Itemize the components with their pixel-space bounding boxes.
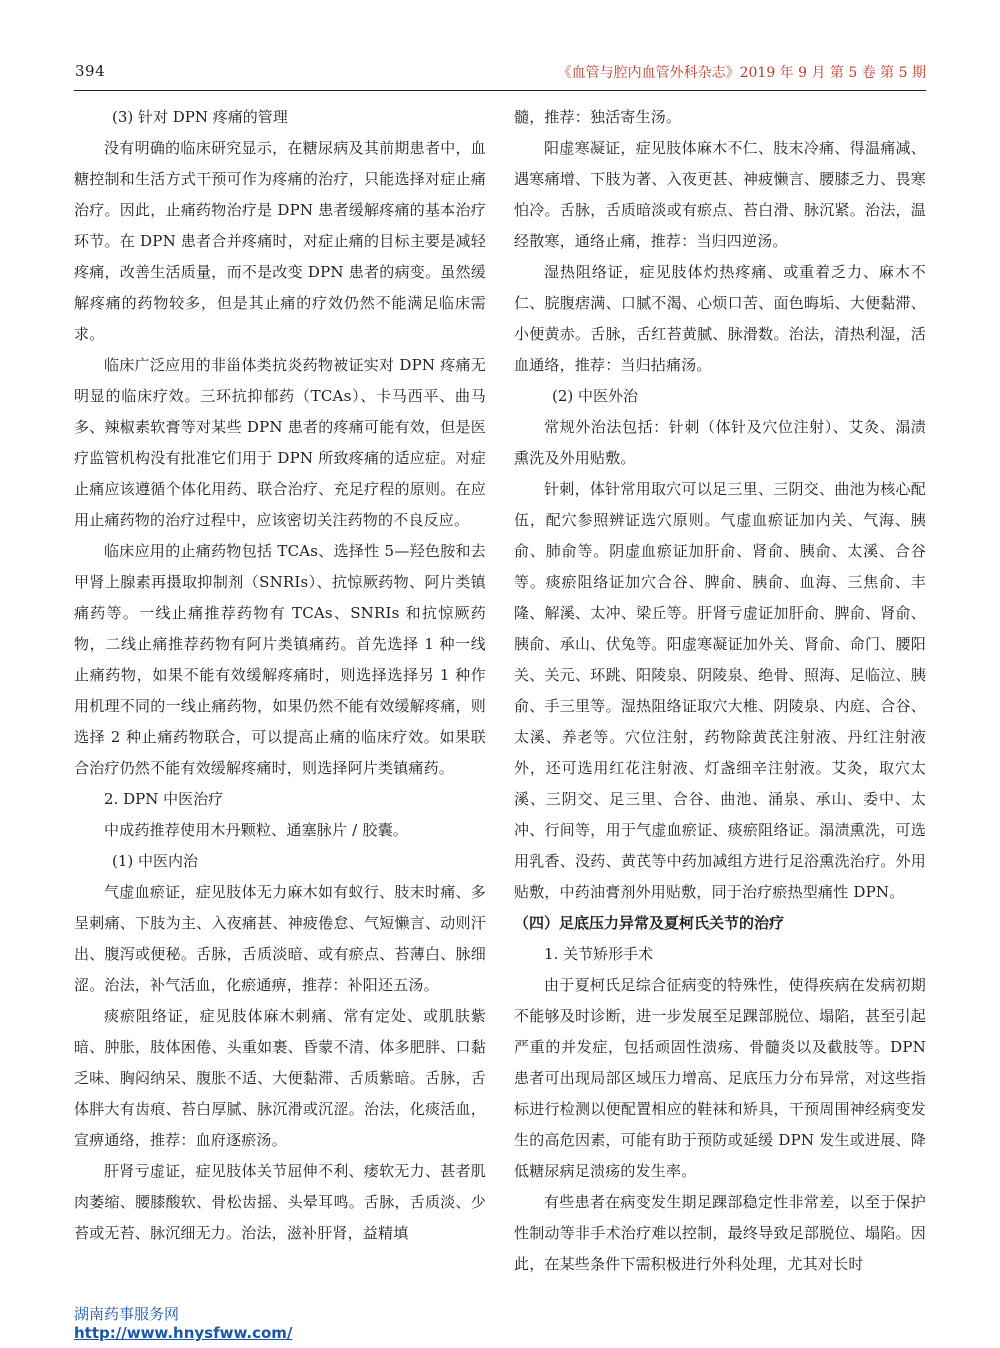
paragraph: 痰瘀阻络证，症见肢体麻木刺痛、常有定处、或肌肤紫暗、肿胀，肢体困倦、头重如裹、昏蒙不清、体多肥胖、口黏乏味、胸闷纳呆、腹胀不适、大便黏滞、舌质紫暗。舌脉，舌体胖大有齿痕、苔白厚腻、脉沉滑或沉涩。治法，化痰活血，宣痹通络，推荐：血府逐瘀汤。 xyxy=(74,1007,486,1149)
paragraph: 常规外治法包括：针刺（体针及穴位注射）、艾灸、溻渍熏洗及外用贴敷。 xyxy=(514,418,926,467)
header-divider xyxy=(74,90,926,91)
paragraph: 阳虚寒凝证，症见肢体麻木不仁、肢末冷痛、得温痛减、遇寒痛增、下肢为著、入夜更甚、神疲懒言、腰膝乏力、畏寒怕冷。舌脉，舌质暗淡或有瘀点、苔白滑、脉沉紧。治法，温经散寒，通络止痛，推荐：当归四逆汤。 xyxy=(514,139,926,250)
paragraph: 没有明确的临床研究显示，在糖尿病及其前期患者中，血糖控制和生活方式干预可作为疼痛的治疗，只能选择对症止痛治疗。因此，止痛药物治疗是 DPN 患者缓解疼痛的基本治疗环节。在 DPN 患者合并疼痛时，对症止痛的目标主要是减轻疼痛，改善生活质量，而不是改变 DPN 患者的病变。虽然缓解疼痛的药物较多，但是其止痛的疗效仍然不能满足临床需求。 xyxy=(74,139,486,343)
footer xyxy=(74,1306,292,1343)
paragraph: 中成药推荐使用木丹颗粒、通塞脉片 / 胶囊。 xyxy=(104,821,408,839)
subsection-heading: (2) 中医外治 xyxy=(552,387,639,405)
paragraph-continuation: 髓，推荐：独活寄生汤。 xyxy=(514,108,682,126)
paragraph: 有些患者在病变发生期足踝部稳定性非常差，以至于保护性制动等非手术治疗难以控制，最终导致足部脱位、塌陷。因此，在某些条件下需积极进行外科处理，尤其对长时 xyxy=(514,1193,926,1273)
subsection-heading: (1) 中医内治 xyxy=(112,852,199,870)
section-heading: 2. DPN 中医治疗 xyxy=(104,790,224,808)
footer-site-name: 湖南药事服务网 xyxy=(74,1305,180,1323)
paragraph: 肝肾亏虚证，症见肢体关节屈伸不利、痿软无力、甚者肌肉萎缩、腰膝酸软、骨松齿摇、头晕耳鸣。舌脉，舌质淡、少苔或无苔、脉沉细无力。治法，滋补肝肾，益精填 xyxy=(74,1162,486,1242)
footer-url-link[interactable]: http://www.hnysfww.com/ xyxy=(74,1324,293,1342)
journal-title: 《血管与腔内血管外科杂志》2019 年 9 月 第 5 卷 第 5 期 xyxy=(557,65,926,81)
paragraph: 湿热阻络证，症见肢体灼热疼痛、或重着乏力、麻木不仁、脘腹痞满、口腻不渴、心烦口苦、面色晦垢、大便黏滞、小便黄赤。舌脉，舌红苔黄腻、脉滑数。治法，清热利湿，活血通络，推荐：当归拈痛汤。 xyxy=(514,263,926,374)
paragraph: 针刺，体针常用取穴可以足三里、三阴交、曲池为核心配伍，配穴参照辨证选穴原则。气虚血瘀证加内关、气海、胰俞、肺俞等。阴虚血瘀证加肝俞、肾俞、胰俞、太溪、合谷等。痰瘀阻络证加穴合谷、脾俞、胰俞、血海、三焦俞、丰隆、解溪、太冲、梁丘等。肝肾亏虚证加肝俞、脾俞、肾俞、胰俞、承山、伏兔等。阳虚寒凝证加外关、肾俞、命门、腰阳关、关元、环跳、阳陵泉、阴陵泉、绝骨、照海、足临泣、胰俞、手三里等。湿热阻络证取穴大椎、阴陵泉、内庭、合谷、太溪、养老等。穴位注射，药物除黄芪注射液、丹红注射液外，还可选用红花注射液、灯盏细辛注射液。艾灸，取穴太溪、三阴交、足三里、合谷、曲池、涌泉、承山、委中、太冲、行间等，用于气虚血瘀证、痰瘀阻络证。溻渍熏洗，可选用乳香、没药、黄芪等中药加减组方进行足浴熏洗治疗。外用贴敷，中药油膏剂外用贴敷，同于治疗瘀热型痛性 DPN。 xyxy=(514,480,926,901)
left-column xyxy=(74,102,486,1249)
page-number: 394 xyxy=(75,62,106,80)
right-column xyxy=(514,102,926,1280)
paragraph: 临床广泛应用的非甾体类抗炎药物被证实对 DPN 疼痛无明显的临床疗效。三环抗抑郁药（TCAs）、卡马西平、曲马多、辣椒素软膏等对某些 DPN 患者的疼痛可能有效，但是医疗监管机构没有批准它们用于 DPN 所致疼痛的适应症。对症止痛应该遵循个体化用药、联合治疗、充足疗程的原则。在应用止痛药物的治疗过程中，应该密切关注药物的不良反应。 xyxy=(74,356,486,529)
section-heading: 1. 关节矫形手术 xyxy=(544,945,654,963)
paragraph: 气虚血瘀证，症见肢体无力麻木如有蚁行、肢末时痛、多呈刺痛、下肢为主、入夜痛甚、神疲倦怠、气短懒言、动则汗出、腹泻或便秘。舌脉，舌质淡暗、或有瘀点、苔薄白、脉细涩。治法，补气活血，化瘀通痹，推荐：补阳还五汤。 xyxy=(74,883,486,994)
paragraph: 临床应用的止痛药物包括 TCAs、选择性 5—羟色胺和去甲肾上腺素再摄取抑制剂（SNRIs）、抗惊厥药物、阿片类镇痛药等。一线止痛推荐药物有 TCAs、SNRIs 和抗惊厥药物，二线止痛推荐药物有阿片类镇痛药。首先选择 1 种一线止痛药物，如果不能有效缓解疼痛时，则选择选择另 1 种作用机理不同的一线止痛药物，如果仍然不能有效缓解疼痛，则选择 2 种止痛药物联合，可以提高止痛的临床疗效。如果联合治疗仍然不能有效缓解疼痛时，则选择阿片类镇痛药。 xyxy=(74,542,486,777)
subsection-heading: (3) 针对 DPN 疼痛的管理 xyxy=(112,108,288,126)
bold-section-heading: （四）足底压力异常及夏柯氏关节的治疗 xyxy=(514,914,785,932)
paragraph: 由于夏柯氏足综合征病变的特殊性，使得疾病在发病初期不能够及时诊断，进一步发展至足踝部脱位、塌陷，甚至引起严重的并发症，包括顽固性溃疡、骨髓炎以及截肢等。DPN 患者可出现局部区域压力增高、足底压力分布异常，对这些指标进行检测以便配置相应的鞋袜和矫具，干预周围神经病变发生的高危因素，可能有助于预防或延缓 DPN 发生或进展、降低糖尿病足溃疡的发生率。 xyxy=(514,976,926,1180)
